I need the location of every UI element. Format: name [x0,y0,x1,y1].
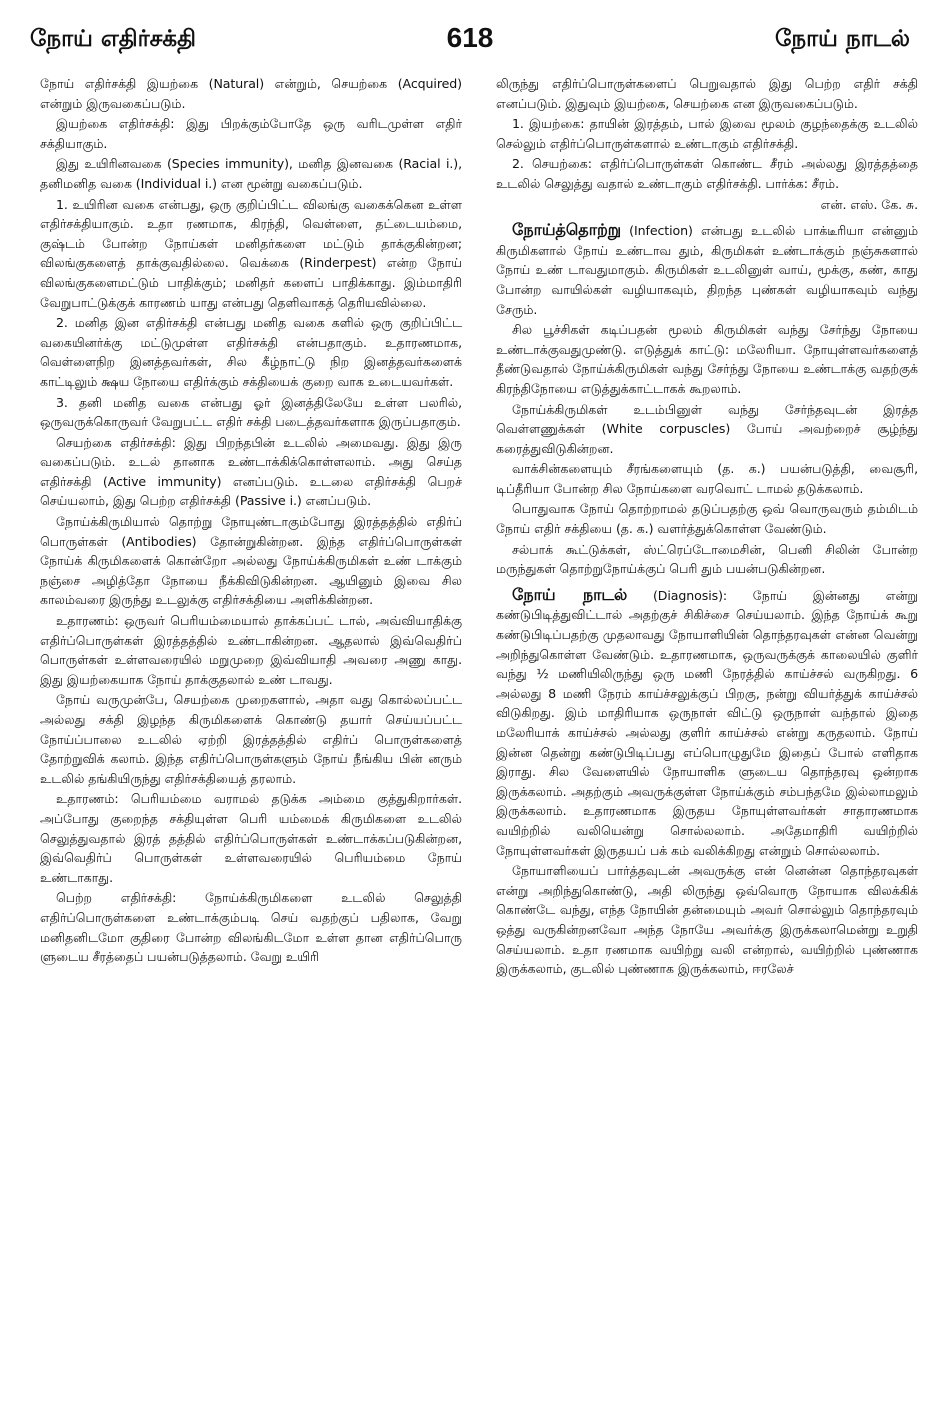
right-column [496,74,918,1414]
page-header [0,22,940,62]
paragraph: இது உயிரினவகை (Species immunity), மனித இனவகை (Racial i.), தனிமனித வகை (Individual i.) என மூன்று வகைப்படும். [40,156,462,191]
paragraph: 1. இயற்கை: தாயின் இரத்தம், பால் இவை மூலம் குழந்தைக்கு உடலில் செல்லும் எதிர்ப்பொருள்களால் உண்டாகும் எதிர்சக்தி. [496,116,918,151]
paragraph: பெற்ற எதிர்சக்தி: நோய்க்கிருமிகளை உடலில் செலுத்தி எதிர்ப்பொருள்களை உண்டாக்கும்படி செய் வதற்குப் பதிலாக, வேறு மனிதனிடமோ குதிரை போன்ற விலங்கிடமோ உள்ள தான எதிர்ப்பொரு ளுடைய சீரத்தைப் பயன்படுத்தலாம். வேறு உயிரி [40,890,462,965]
paragraph: சில பூச்சிகள் கடிப்பதன் மூலம் கிருமிகள் வந்து சேர்ந்து நோயை உண்டாக்குவதுமுண்டு. எடுத்துக் காட்டு: மலேரியா. நோயுள்ளவர்களைத் தீண்டுவதால் நோய்க்கிருமிகள் வந்து சேர்ந்து நோயை உண்டாக்கு வதற்குக் கிரந்திநோயை எடுத்துக்காட்டாகக் கூறலாம். [496,322,918,396]
page-number: 618 [446,22,494,53]
paragraph: 1. உயிரின வகை என்பது, ஒரு குறிப்பிட்ட விலங்கு வகைக்கென உள்ள எதிர்சக்தியாகும். உதா ரணமாக, கிரந்தி, வெள்ளை, தட்டையம்மை, குஷ்டம் போன்ற நோய்கள் மனிதர்களை மட்டும் தாக்குகின்றன; விலங்குகளைத் தாக்குவதில்லை. வெக்கை (Rinderpest) என்ற நோய் விலங்குகளைமட்டும் பாதிக்கும்; மனிதர் களைப் பாதிக்காது. இம்மாதிரி வேறுபாட்டுக்குக் காரணம் யாது என்பது தெளிவாகத் தெரியவில்லை. [40,196,462,310]
paragraph: பொதுவாக நோய் தொற்றாமல் தடுப்பதற்கு ஒவ் வொருவரும் தம்மிடம் நோய் எதிர் சக்தியை (த. க.) வளர்த்துக்கொள்ள வேண்டும். [496,501,918,537]
paragraph: செயற்கை எதிர்சக்தி: இது பிறந்தபின் உடலில் அமைவது. இது இரு வகைப்படும். உடல் தானாக உண்டாக்கிக்கொள்ளலாம். அது செய்த எதிர்சக்தி (Active immunity) எனப்படும். உடலை எதிர்சக்தி பெறச் செய்யலாம், இது பெற்ற எதிர்சக்தி (Passive i.) எனப்படும். [40,434,462,509]
entry-text: (Infection) என்பது உடலில் பாக்டீரியா என்னும் கிருமிகளால் நோய் உண்டாவ தும், கிருமிகள் உண்டாக்கும் நஞ்சுகளால் நோய் உண் டாவதுமாகும். கிருமிகள் உடலினுள் வாய், மூக்கு, கண், காது போன்ற வாயில்கள் வழியாகவும், திறந்த புண்கள் வழியாகவும் வந்து சேரும். [496,223,918,317]
entry-heading-diagnosis: நோய் நாடல் [512,584,628,604]
paragraph: இயற்கை எதிர்சக்தி: இது பிறக்கும்போதே ஒரு வரிடமுள்ள எதிர் சக்தியாகும். [40,116,462,151]
paragraph: லிருந்து எதிர்ப்பொருள்களைப் பெறுவதால் இது பெற்ற எதிர் சக்தி எனப்படும். இதுவும் இயற்கை, செயற்கை என இருவகைப்படும். [496,76,918,111]
paragraph: 2. மனித இன எதிர்சக்தி என்பது மனித வகை களில் ஒரு குறிப்பிட்ட வகையினர்க்கு மட்டுமுள்ள எதிர்சக்தி என்பதாகும். உதாரணமாக, வெள்ளைநிற இனத்தவர்கள், சில கீழ்நாட்டு நிற இனத்தவர்களைக் காட்டிலும் க்ஷய நோயை எதிர்க்கும் சக்தியைக் குறை வாக உடையவர்கள். [40,315,462,389]
paragraph: நோயாளியைப் பார்த்தவுடன் அவருக்கு என் னென்ன தொந்தரவுகள் என்று அறிந்துகொண்டு, அதி லிருந்து ஒவ்வொரு நோயாக விலக்கிக் கொண்டே வந்து, எந்த நோயின் தன்மையும் அவர் சொல்லும் தொந்தரவும் ஒத்து வருகின்றனவோ அந்த நோயே அவர்க்கு இருக்கலாமென்று உறுதி செய்யலாம். உதா ரணமாக வயிற்று வலி என்றால், வயிற்றில் புண்ணாக இருக்கலாம், குடலில் புண்ணாக இருக்கலாம், ஈரலேச் [496,863,918,977]
entry-heading-infection: நோய்த்தொற்று [512,220,622,240]
author-initials: என். எஸ். கே. சு. [820,196,918,212]
paragraph: 3. தனி மனித வகை என்பது ஓர் இனத்திலேயே உள்ள பலரில், ஒருவருக்கொருவர் வேறுபட்ட எதிர் சக்தி படைத்தவர்களாக இருப்பதாகும். [40,394,462,430]
paragraph: சல்பாக் கூட்டுக்கள், ஸ்ட்ரெப்டோமைசின், பெனி சிலின் போன்ற மருந்துகள் தொற்றுநோய்க்குப் பெரி தும் பயன்படுகின்றன. [496,541,918,577]
paragraph: நோய்க்கிருமியால் தொற்று நோயுண்டாகும்போது இரத்தத்தில் எதிர்ப் பொருள்கள் (Antibodies) தோன்றுகின்றன. இந்த எதிர்ப்பொருள்கள் நோய்க் கிருமிகளைக் கொன்றோ அல்லது நோய்க்கிருமிகள் உண் டாக்கும் நஞ்சை அழித்தோ நோயை நீக்கிவிடுகின்றன. ஆயினும் இவை சில காலம்வரை இருந்து உடலுக்கு எதிர்சக்தியை அளிக்கின்றன. [40,514,462,608]
entry-infection [496,220,918,319]
paragraph: நோய் எதிர்சக்தி இயற்கை (Natural) என்றும், செயற்கை (Acquired) என்றும் இருவகைப்படும். [40,76,462,111]
running-head-right: நோய் நாடல் [774,26,910,52]
paragraph: 2. செயற்கை: எதிர்ப்பொருள்கள் கொண்ட சீரம் அல்லது இரத்தத்தை உடலில் செலுத்து வதால் உண்டாகும் எதிர்சக்தி. பார்க்க: சீரம். [496,156,918,191]
paragraph: நோய் வருமுன்பே, செயற்கை முறைகளால், அதா வது கொல்லப்பட்ட அல்லது சக்தி இழந்த கிருமிகளைக் கொண்டு தயார் செய்யப்பட்ட நோய்ப்பாலை உடலில் ஏற்றி இரத்தத்தில் எதிர்ப் பொருள்களைத் தோற்றுவிக் கலாம். இந்த எதிர்ப்பொருள்களும் நோய் நீங்கிய பின் னரும் உடலில் தங்கியிருந்து எதிர்சக்தியைத் தரலாம். [40,692,462,786]
paragraph: உதாரணம்: ஒருவர் பெரியம்மையால் தாக்கப்பட் டால், அவ்வியாதிக்கு எதிர்ப்பொருள்கள் இரத்தத்தில் உண்டாகின்றன. ஆதலால் இவ்வெதிர்ப் பொருள்கள் உள்ளவரையில் மறுமுறை இவ்வியாதி அவரை அணு காது. இது இயற்கையாக நோய் தாக்குதலால் உண் டாவது. [40,613,462,687]
entry-text: (Diagnosis): நோய் இன்னது என்று கண்டுபிடித்துவிட்டால் அதற்குச் சிகிச்சை செய்யலாம். இந்த நோய்க் கூறு கண்டுபிடிப்பதற்கு முதலாவது நோயாளியின் தொந்தரவுகள் என்ன வென்று அறிந்துகொள்ள வேண்டும். உதாரணமாக, ஒருவருக்குக் காலையில் குளிர் வந்து ½ மணியிலிருந்து ஒரு மணி நேரத்தில் காய்ச்சல் வருகிறது. 6 அல்லது 8 மணி நேரம் காய்ச்சலுக்குப் பிறகு, நன்று வியர்த்துக் காய்ச்சல் விடுகிறது. இம் மாதிரியாக ஒருநாள் விட்டு ஒருநாள் வந்தால் இதை மலேரியாக் காய்ச்சல் அல்லது குளிர் காய்ச்சல் என்று கருதலாம். நோய் இன்ன தென்று கண்டுபிடிப்பது எப்பொழுதுமே இதைப் போல் எளிதாக இராது. சில வேளையில் நோயாளிக ளுடைய தொந்தரவு ஒன்றாக இருக்கலாம். அதற்கும் அவருக்குள்ள நோய்க்கும் சம்பந்தமே இல்லாமலும் இருக்கலாம். உதாரணமாக இருதய நோயுள்ளவர்கள் சாதாரணமாக வயிற்றில் வலியென்று சொல்லலாம். அதேமாதிரி வயிற்றில் நோயுள்ளவர்கள் இருதயப் பக் கம் வலிக்கிறது என்றும் சொல்லலாம். [496,587,918,858]
paragraph: நோய்க்கிருமிகள் உடம்பினுள் வந்து சேர்ந்தவுடன் இரத்த வெள்ளணுக்கள் (White corpuscles) போய் அவற்றைச் சூழ்ந்து கரைத்துவிடுகின்றன. [496,401,918,456]
left-column [40,74,462,1414]
paragraph: வாக்சின்களையும் சீரங்களையும் (த. க.) பயன்படுத்தி, வைசூரி, டிப்தீரியா போன்ற சில நோய்களை வரவொட் டாமல் தடுக்கலாம். [496,461,918,496]
running-head-left: நோய் எதிர்சக்தி [30,26,196,52]
paragraph: உதாரணம்: பெரியம்மை வராமல் தடுக்க அம்மை குத்துகிறார்கள். அப்போது குறைந்த சக்தியுள்ள பெரி யம்மைக் கிருமிகளை உடலில் செலுத்துவதால் இரத் தத்தில் எதிர்ப்பொருள்கள் உண்டாக்கப்படுகின்றன, இவ்வெதிர்ப் பொருள்கள் உள்ளவரையில் பெரியம்மை நோய் உண்டாகாது. [40,791,462,885]
entry-diagnosis [496,585,918,860]
